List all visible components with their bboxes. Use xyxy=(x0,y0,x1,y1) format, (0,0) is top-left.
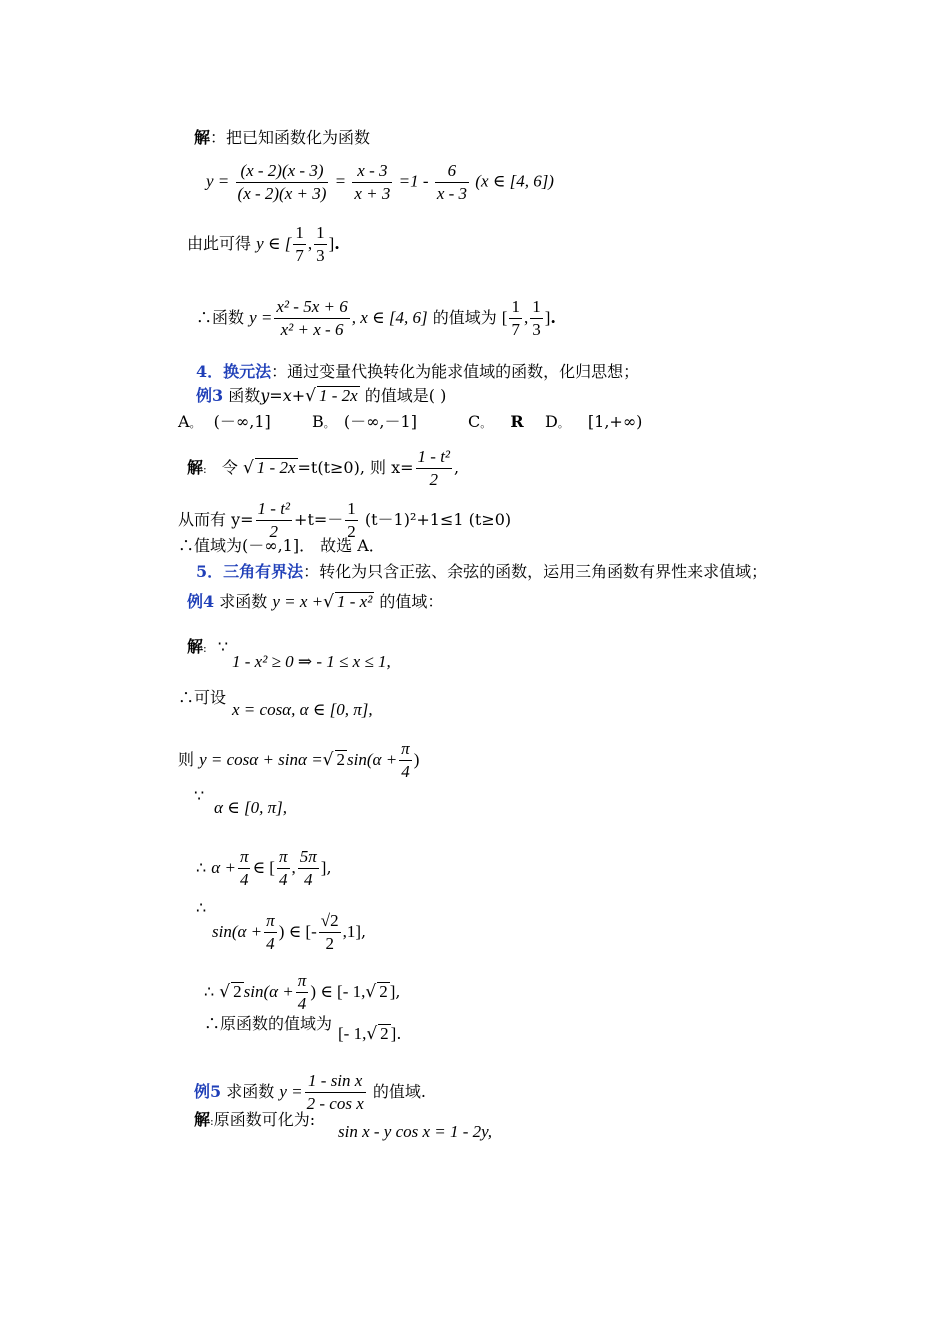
solution-4-label: 解: ∵ xyxy=(187,637,229,656)
section-4-heading: 4．换元法：通过变量代换转化为能求值域的函数，化归思想； xyxy=(196,362,640,381)
fraction: $\frac{\pi}{4}$ xyxy=(266,911,275,953)
solution-4-line-7: ∴ √ 2 sin(α + $\frac{\pi}{4}$ ) ∈ [- 1,√ 2 ], xyxy=(204,971,401,1013)
solution-4-conclusion: ∴原函数的值域为 xyxy=(204,1014,333,1033)
fraction: $\frac{\pi}{4}$ xyxy=(297,971,307,1013)
fraction: $\frac{\pi}{4}$ xyxy=(239,847,249,889)
solution-1-intro: 解：把已知函数化为函数 xyxy=(194,128,371,147)
fraction: $\frac{\text{1 - sin x}}{\text{2 - cos x}}$ xyxy=(306,1071,364,1113)
solution-4-conclusion-expr: [- 1,√ 2 ]. xyxy=(338,1024,402,1044)
solution-4-line-4: α ∈ [0, π], xyxy=(214,798,288,817)
option-b: B。 (－∞,－1] xyxy=(312,412,417,431)
fraction: $\frac{1}{7}$ xyxy=(295,223,304,265)
solution-4-line-2: x = cosα, α ∈ [0, π], xyxy=(232,700,373,719)
solution-4-line-6-label: ∴ xyxy=(196,898,207,917)
solution-label: 解 xyxy=(194,128,211,147)
fraction: $\frac{√2}{2}$ xyxy=(320,911,339,953)
fraction: $\frac{1}{3}$ xyxy=(316,223,325,265)
solution-3-line-1: 解: 令 √ 1 - 2x =t(t≥0), 则 x= $\frac{\text{1 - t²}}{2}$ , xyxy=(187,447,460,489)
fraction: $\frac{5\pi}{4}$ xyxy=(299,847,317,889)
fraction: $\frac{\text{x² - 5x + 6}}{\text{x² + x - 6}}$ xyxy=(276,297,348,339)
fraction: $\frac{1}{7}$ xyxy=(511,297,520,339)
solution-4-line-2-label: ∴可设 xyxy=(178,688,227,707)
obtain-line: 由此可得 y ∈ [ $\frac{1}{7}$ , $\frac{1}{3}$ ]. xyxy=(187,223,340,265)
fraction: $\frac{1}{3}$ xyxy=(532,297,541,339)
example-4: 例4 求函数 y = x +√ 1 - x² 的值域： xyxy=(187,592,444,612)
solution-3-conclusion: ∴值域为(－∞,1]． 故选 A． xyxy=(178,536,385,555)
fraction: $\frac{\text{1 - t²}}{2}$ xyxy=(417,447,451,489)
example-5: 例5 求函数 y = $\frac{\text{1 - sin x}}{\text{2 - cos x}}$ 的值域. xyxy=(194,1071,426,1113)
fraction: $\frac{(x - 2)(x - 3)}{(x - 2)(x + 3)}$ xyxy=(237,161,327,203)
fraction: $\frac{6}{x - 3}$ xyxy=(436,161,468,203)
solution-4-line-4-label: ∵ xyxy=(194,786,205,805)
fraction: $\frac{\pi}{4}$ xyxy=(401,739,410,781)
solution-4-line-1: 1 - x² ≥ 0 ⇒ - 1 ≤ x ≤ 1, xyxy=(232,652,391,671)
option-d: D。 [1,+∞) xyxy=(545,412,643,431)
solution-4-line-6: sin(α + $\frac{\pi}{4}$ ) ∈ [- $\frac{√2}{2}$ ,1], xyxy=(212,911,367,953)
fraction: $\frac{x - 3}{x + 3}$ xyxy=(354,161,391,203)
option-a: A。 (－∞,1] xyxy=(178,412,271,431)
example-3: 例3 函数y=x+√ 1 - 2x 的值域是( ) xyxy=(196,386,447,406)
equation-1: y = $\frac{(x - 2)(x - 3)}{(x - 2)(x + 3)}$ = $\frac{x - 3}{x + 3}$ =1 - $\frac{6}{x - 3}$ (x ∈ [4, 6]) xyxy=(206,161,554,203)
option-c: C。 R xyxy=(468,412,524,431)
fraction: $\frac{\text{1 - t²}}{2}$ xyxy=(257,499,291,541)
section-5-heading: 5．三角有界法：转化为只含正弦、余弦的函数，运用三角函数有界性来求值域； xyxy=(196,562,768,581)
range-line-1: ∴函数 y = $\frac{\text{x² - 5x + 6}}{\text{x² + x - 6}}$ , x ∈ [4, 6] 的值域为 [ $\frac{1}{7}$ , $\frac{1}{3}$ ]. xyxy=(196,297,556,339)
solution-5-label: 解:原函数可化为: xyxy=(194,1110,316,1129)
solution-4-line-3: 则 y = cosα + sinα =√ 2 sin(α + $\frac{\pi}{4}$ ) xyxy=(178,739,420,781)
fraction: $\frac{\pi}{4}$ xyxy=(278,847,288,889)
solution-3-line-2: 从而有 y= $\frac{\text{1 - t²}}{2}$ +t=－ $\frac{1}{2}$ (t－1)²+1≤1 (t≥0) xyxy=(178,499,512,541)
solution-5-line-1: sin x - y cos x = 1 - 2y, xyxy=(338,1122,493,1141)
fraction: $\frac{1}{2}$ xyxy=(347,499,356,541)
solution-4-line-5: ∴ α + $\frac{\pi}{4}$ ∈ [ $\frac{\pi}{4}$ , $\frac{5\pi}{4}$ ], xyxy=(196,847,332,889)
